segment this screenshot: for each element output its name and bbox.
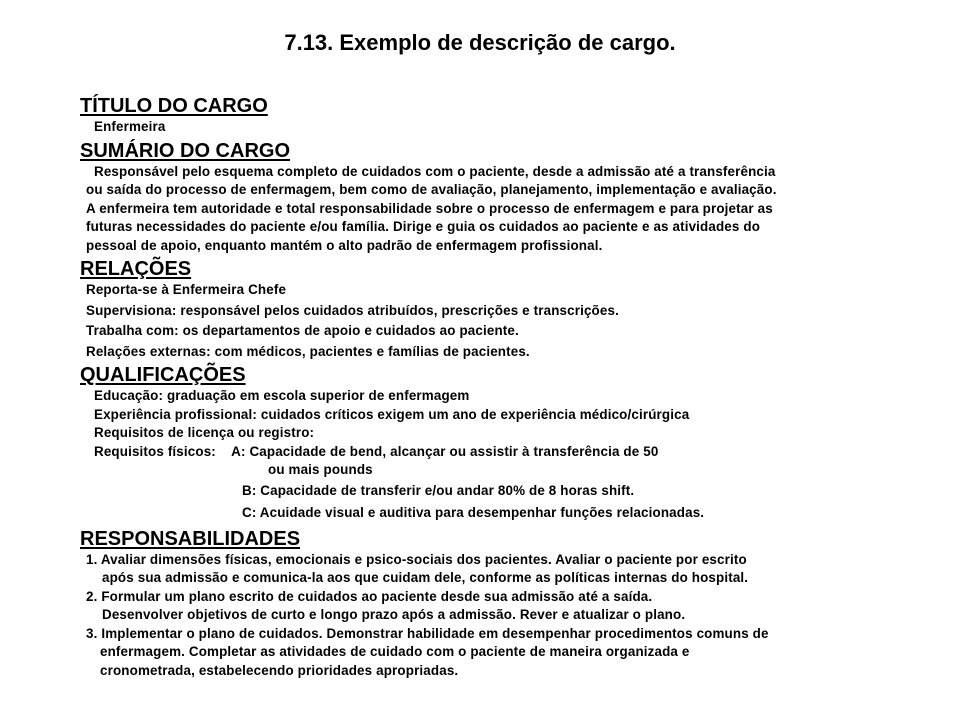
- summary-line: Responsável pelo esquema completo de cuidados com o paciente, desde a admissão até a transferência: [94, 163, 776, 179]
- summary-line: ou saída do processo de enfermagem, bem como de avaliação, planejamento, implementação e avaliação.: [86, 182, 777, 197]
- section-heading-titulo: TÍTULO DO CARGO: [80, 95, 268, 117]
- page-title: 7.13. Exemplo de descrição de cargo.: [284, 30, 676, 55]
- summary-line: futuras necessidades do paciente e/ou família. Dirige e guia os cuidados ao paciente e as atividades do: [86, 219, 761, 234]
- qualification-physical: [80, 443, 940, 462]
- summary-line: A enfermeira tem autoridade e total responsabilidade sobre o processo de enfermagem e para projetar as: [86, 200, 773, 216]
- summary-line: pessoal de apoio, enquanto mantém o alto padrão de enfermagem profissional.: [86, 237, 603, 253]
- relations-line: Trabalha com: os departamentos de apoio e cuidados ao paciente.: [86, 323, 519, 338]
- qualification-license: Requisitos de licença ou registro:: [94, 425, 315, 440]
- physical-requirements-label: Requisitos físicos:: [94, 443, 216, 459]
- responsibility-line: 3. Implementar o plano de cuidados. Demonstrar habilidade em desempenhar procedimentos comuns de: [86, 625, 769, 641]
- responsibility-line: cronometrada, estabelecendo prioridades apropriadas.: [100, 662, 459, 678]
- job-description-body: [80, 92, 940, 680]
- responsibility-line: 2. Formular um plano escrito de cuidados ao paciente desde sua admissão até a saída.: [86, 588, 653, 604]
- physical-requirement-a-cont: ou mais pounds: [268, 462, 373, 477]
- section-heading-sumario: SUMÁRIO DO CARGO: [80, 139, 290, 162]
- section-heading-qualificacoes: QUALIFICAÇÕES: [80, 364, 246, 386]
- qualification-education: Educação: graduação em escola superior de enfermagem: [94, 388, 470, 403]
- section-heading-relacoes: RELAÇÕES: [80, 258, 192, 280]
- relations-line: Relações externas: com médicos, pacientes e famílias de pacientes.: [86, 343, 530, 359]
- job-title-value: Enfermeira: [94, 119, 166, 134]
- physical-requirement-c: C: Acuidade visual e auditiva para desempenhar funções relacionadas.: [242, 505, 705, 520]
- section-heading-responsabilidades: RESPONSABILIDADES: [80, 527, 301, 550]
- physical-requirement-b: B: Capacidade de transferir e/ou andar 80% de 8 horas shift.: [242, 482, 635, 498]
- relations-line: Reporta-se à Enfermeira Chefe: [86, 282, 287, 297]
- responsibility-line: enfermagem. Completar as atividades de cuidado com o paciente de maneira organizada e: [100, 644, 690, 659]
- physical-requirement-a: A: Capacidade de bend, alcançar ou assistir à transferência de 50: [231, 443, 659, 459]
- responsibility-line: após sua admissão e comunica-la aos que cuidam dele, conforme as políticas internas do hospital.: [102, 570, 749, 585]
- responsibility-line: 1. Avaliar dimensões físicas, emocionais e psico-sociais dos pacientes. Avaliar o paciente por escrito: [86, 551, 747, 567]
- responsibility-line: Desenvolver objetivos de curto e longo prazo após a admissão. Rever e atualizar o plano.: [102, 607, 686, 622]
- qualification-experience: Experiência profissional: cuidados críticos exigem um ano de experiência médico/cirúrgica: [94, 406, 690, 422]
- relations-line: Supervisiona: responsável pelos cuidados atribuídos, prescrições e transcrições.: [86, 302, 619, 318]
